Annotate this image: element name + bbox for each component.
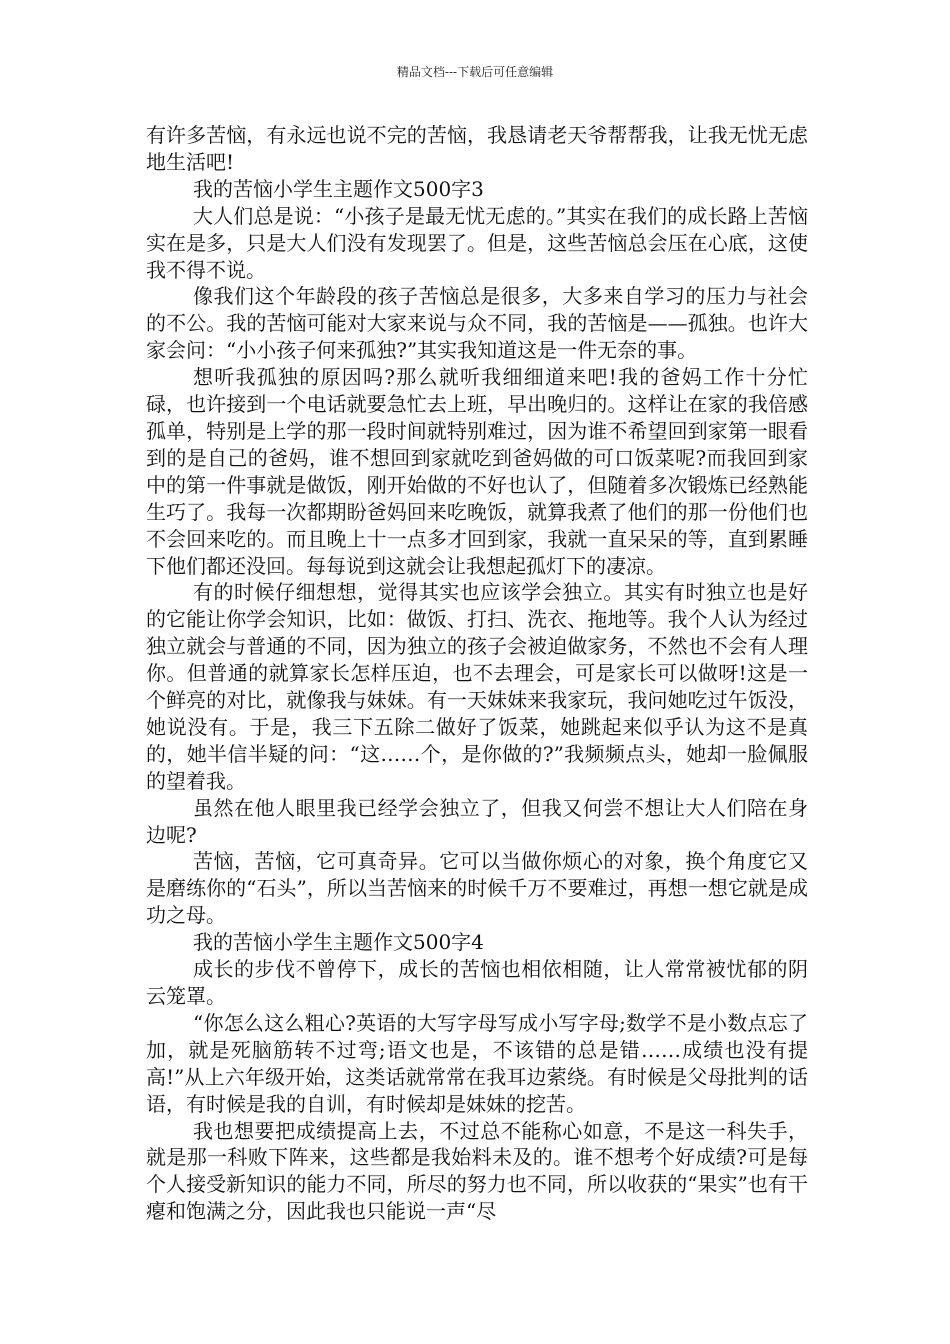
- paragraph: 有的时候仔细想想，觉得其实也应该学会独立。其实有时独立也是好的它能让你学会知识，比如：做饭、打扫、洗衣、拖地等。我个人认为经过独立就会与普通的不同，因为独立的孩子会被迫做家务，不然也不会有人理你。但普通的就算家长怎样压迫，也不去理会，可是家长可以做呀!这是一个鲜亮的对比，就像我与妹妹。有一天妹妹来我家玩，我问她吃过午饭没，她说没有。于是，我三下五除二做好了饭菜，她跳起来似乎认为这不是真的，她半信半疑的问：“这……个，是你做的?”我频频点头，她却一脸佩服的望着我。: [146, 580, 808, 793]
- page-header: 精品文档---下载后可任意编辑: [396, 65, 554, 79]
- paragraph: 想听我孤独的原因吗?那么就听我细细道来吧!我的爸妈工作十分忙碌，也许接到一个电话就要急忙去上班，早出晚归的。这样让在家的我倍感孤单，特别是上学的那一段时间就特别难过，因为谁不希望回到家第一眼看到的是自己的爸妈，谁不想回到家就吃到爸妈做的可口饭菜呢?而我回到家中的第一件事就是做饭，刚开始做的不好也认了，但随着多次锻炼已经熟能生巧了。我每一次都期盼爸妈回来吃晚饭，就算我煮了他们的那一份他们也不会回来吃的。而且晚上十一点多才回到家，我就一直呆呆的等，直到累睡下他们都还没回。每每说到这就会让我想起孤灯下的凄凉。: [146, 365, 808, 578]
- section-heading: 我的苦恼小学生主题作文500字3: [193, 176, 484, 201]
- document-body: [146, 122, 808, 1225]
- paragraph: 虽然在他人眼里我已经学会独立了，但我又何尝不想让大人们陪在身边呢?: [146, 795, 808, 847]
- paragraph: 大人们总是说：“小孩子是最无忧无虑的。”其实在我们的成长路上苦恼实在是多，只是大人们没有发现罢了。但是，这些苦恼总会压在心底，这使我不得不说。: [146, 203, 808, 282]
- paragraph: 成长的步伐不曾停下，成长的苦恼也相依相随，让人常常被忧郁的阴云笼罩。: [146, 957, 808, 1008]
- paragraph: 像我们这个年龄段的孩子苦恼总是很多，大多来自学习的压力与社会的不公。我的苦恼可能对大家来说与众不同，我的苦恼是——孤独。也许大家会问：“小小孩子何来孤独?”其实我知道这是一件无奈的事。: [146, 284, 808, 363]
- paragraph: 我也想要把成绩提高上去，不过总不能称心如意，不是这一科失手，就是那一科败下阵来，这些都是我始料未及的。谁不想考个好成绩?可是每个人接受新知识的能力不同，所尽的努力也不同，所以收获的“果实”也有干瘪和饱满之分，因此我也只能说一声“尽: [146, 1118, 808, 1224]
- paragraph: 苦恼，苦恼，它可真奇异。它可以当做你烦心的对象，换个角度它又是磨练你的“石头”，所以当苦恼来的时候千万不要难过，再想一想它就是成功之母。: [146, 849, 808, 928]
- paragraph: 有许多苦恼，有永远也说不完的苦恼，我恳请老天爷帮帮我，让我无忧无虑地生活吧!: [146, 123, 808, 174]
- section-heading: 我的苦恼小学生主题作文500字4: [193, 930, 484, 955]
- paragraph: “你怎么这么粗心?英语的大写字母写成小写字母;数学不是小数点忘了加，就是死脑筋转不过弯;语文也是，不该错的总是错……成绩也没有提高!”从上六年级开始，这类话就常常在我耳边萦绕。有时候是父母批判的话语，有时候是我的自训，有时候却是妹妹的挖苦。: [146, 1010, 808, 1116]
